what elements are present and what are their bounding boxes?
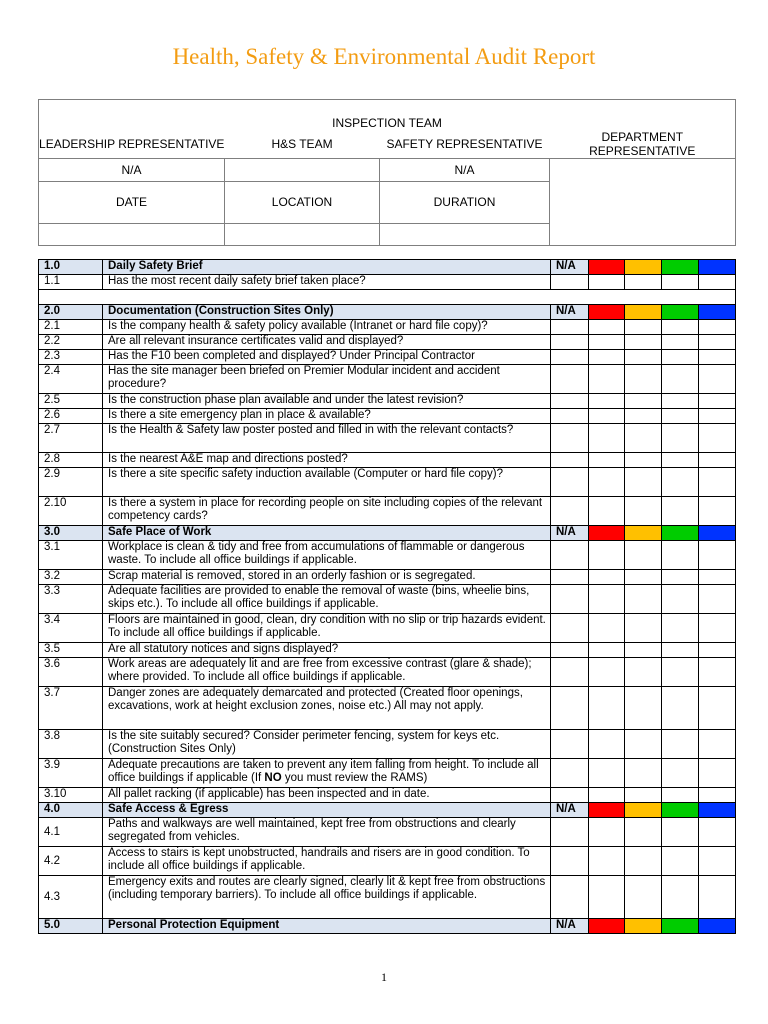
checklist-item-row [39,497,736,526]
item-question-text: you must review the RAMS) [281,772,428,784]
green-rating-cell[interactable] [662,541,699,570]
red-rating-cell[interactable] [589,614,625,643]
section-header-row [39,526,736,541]
na-cell[interactable] [551,335,589,350]
section-number: 2.0 [39,305,103,320]
green-rating-cell[interactable] [662,847,699,876]
section-header-row [39,260,736,275]
leadership-representative-header: LEADERSHIP REPRESENTATIVE [39,130,225,159]
green-rating-cell[interactable] [662,876,699,919]
blue-rating-cell[interactable] [699,730,736,759]
red-rating-cell[interactable] [589,759,625,788]
item-number: 2.2 [39,335,103,350]
amber-rating-cell[interactable] [625,876,662,919]
amber-rating-cell[interactable] [625,453,662,468]
na-label: N/A [551,260,589,275]
checklist-item-row [39,730,736,759]
item-question: Is there a system in place for recording people on site including copies of the relevant competency cards? [103,497,551,526]
blue-rating-swatch [699,260,736,275]
blue-rating-swatch [699,919,736,934]
checklist-item-row [39,643,736,658]
blue-rating-cell[interactable] [699,350,736,365]
item-number: 2.4 [39,365,103,394]
na-cell[interactable] [551,614,589,643]
na-cell[interactable] [551,570,589,585]
amber-rating-swatch [625,260,662,275]
green-rating-cell[interactable] [662,365,699,394]
amber-rating-swatch [625,305,662,320]
item-question: Is the site suitably secured? Consider perimeter fencing, system for keys etc. (Construction Sites Only) [103,730,551,759]
na-cell[interactable] [551,497,589,526]
blue-rating-cell[interactable] [699,541,736,570]
item-number: 3.7 [39,687,103,730]
red-rating-cell[interactable] [589,876,625,919]
green-rating-cell[interactable] [662,335,699,350]
item-number: 1.1 [39,275,103,290]
amber-rating-cell[interactable] [625,643,662,658]
green-rating-cell[interactable] [662,643,699,658]
red-rating-swatch [589,803,625,818]
green-rating-swatch [662,260,699,275]
na-label: N/A [551,919,589,934]
checklist-item-row [39,365,736,394]
amber-rating-cell[interactable] [625,497,662,526]
na-cell[interactable] [551,409,589,424]
na-cell[interactable] [551,658,589,687]
item-question: All pallet racking (if applicable) has been inspected and in date. [103,788,551,803]
na-cell[interactable] [551,350,589,365]
duration-label: DURATION [380,181,550,223]
item-question: Emergency exits and routes are clearly signed, clearly lit & kept free from obstructions (including temporary barriers). To include all office buildings if applicable. [103,876,551,919]
red-rating-cell[interactable] [589,424,625,453]
green-rating-cell[interactable] [662,730,699,759]
section-number: 4.0 [39,803,103,818]
na-cell[interactable] [551,394,589,409]
item-number: 3.2 [39,570,103,585]
red-rating-cell[interactable] [589,497,625,526]
item-question: Is there a site specific safety induction available (Computer or hard file copy)? [103,468,551,497]
item-question: Floors are maintained in good, clean, dry condition with no slip or trip hazards evident. To include all office buildings if applicable. [103,614,551,643]
red-rating-swatch [589,919,625,934]
green-rating-cell[interactable] [662,497,699,526]
green-rating-cell[interactable] [662,570,699,585]
na-cell[interactable] [551,585,589,614]
item-question: Has the site manager been briefed on Premier Modular incident and accident procedure? [103,365,551,394]
green-rating-cell[interactable] [662,788,699,803]
checklist-item-row [39,350,736,365]
location-label: LOCATION [225,181,380,223]
item-number: 2.6 [39,409,103,424]
item-number: 2.8 [39,453,103,468]
item-question: Paths and walkways are well maintained, kept free from obstructions and clearly segregated from vehicles. [103,818,551,847]
hs-team-header: H&S TEAM [225,130,380,159]
na-cell[interactable] [551,818,589,847]
blue-rating-cell[interactable] [699,687,736,730]
blue-rating-cell[interactable] [699,275,736,290]
green-rating-swatch [662,919,699,934]
blue-rating-cell[interactable] [699,453,736,468]
checklist-item-row [39,759,736,788]
checklist-item-row [39,658,736,687]
red-rating-cell[interactable] [589,788,625,803]
item-question: Workplace is clean & tidy and free from accumulations of flammable or dangerous waste. To include all office buildings if applicable. [103,541,551,570]
green-rating-cell[interactable] [662,409,699,424]
date-label: DATE [39,181,225,223]
red-rating-swatch [589,305,625,320]
na-cell[interactable] [551,453,589,468]
blue-rating-cell[interactable] [699,365,736,394]
red-rating-cell[interactable] [589,453,625,468]
date-value[interactable] [39,223,225,245]
item-question: Are all relevant insurance certificates valid and displayed? [103,335,551,350]
red-rating-cell[interactable] [589,730,625,759]
audit-checklist-table [38,259,736,934]
section-title: Daily Safety Brief [103,260,551,275]
location-value[interactable] [225,223,380,245]
blue-rating-cell[interactable] [699,320,736,335]
na-cell[interactable] [551,847,589,876]
blue-rating-cell[interactable] [699,409,736,424]
green-rating-cell[interactable] [662,350,699,365]
item-number: 3.1 [39,541,103,570]
item-number: 3.3 [39,585,103,614]
checklist-item-row [39,453,736,468]
red-rating-cell[interactable] [589,468,625,497]
blue-rating-cell[interactable] [699,788,736,803]
item-number: 2.10 [39,497,103,526]
item-number: 2.7 [39,424,103,453]
na-cell[interactable] [551,759,589,788]
item-number: 3.4 [39,614,103,643]
blue-rating-cell[interactable] [699,335,736,350]
section-number: 3.0 [39,526,103,541]
blue-rating-cell[interactable] [699,818,736,847]
amber-rating-cell[interactable] [625,658,662,687]
amber-rating-cell[interactable] [625,394,662,409]
green-rating-swatch [662,803,699,818]
blue-rating-cell[interactable] [699,585,736,614]
red-rating-cell[interactable] [589,320,625,335]
red-rating-cell[interactable] [589,335,625,350]
na-label: N/A [551,803,589,818]
spacer-cell [39,290,736,305]
item-number: 3.8 [39,730,103,759]
section-title: Personal Protection Equipment [103,919,551,934]
blue-rating-cell[interactable] [699,614,736,643]
item-question: Is the Health & Safety law poster posted and filled in with the relevant contacts? [103,424,551,453]
item-question: Scrap material is removed, stored in an orderly fashion or is segregated. [103,570,551,585]
checklist-item-row [39,570,736,585]
green-rating-cell[interactable] [662,759,699,788]
na-cell[interactable] [551,424,589,453]
amber-rating-swatch [625,526,662,541]
section-header-row [39,919,736,934]
red-rating-cell[interactable] [589,818,625,847]
green-rating-cell[interactable] [662,394,699,409]
item-question: Is there a site emergency plan in place & available? [103,409,551,424]
checklist-item-row [39,876,736,919]
item-question [103,759,551,788]
red-rating-cell[interactable] [589,394,625,409]
checklist-item-row [39,275,736,290]
na-cell[interactable] [551,541,589,570]
section-header-row [39,305,736,320]
blue-rating-cell[interactable] [699,497,736,526]
red-rating-swatch [589,526,625,541]
blue-rating-swatch [699,526,736,541]
item-number: 3.10 [39,788,103,803]
item-question: Has the F10 been completed and displayed? Under Principal Contractor [103,350,551,365]
amber-rating-cell[interactable] [625,570,662,585]
checklist-item-row [39,468,736,497]
inspection-team-heading: INSPECTION TEAM [39,100,736,130]
amber-rating-cell[interactable] [625,468,662,497]
red-rating-cell[interactable] [589,847,625,876]
green-rating-cell[interactable] [662,320,699,335]
checklist-item-row [39,409,736,424]
green-rating-cell[interactable] [662,687,699,730]
blue-rating-cell[interactable] [699,847,736,876]
na-cell[interactable] [551,730,589,759]
red-rating-cell[interactable] [589,365,625,394]
na-label: N/A [551,526,589,541]
item-question: Access to stairs is kept unobstructed, handrails and risers are in good condition. To include all office buildings if applicable. [103,847,551,876]
item-number: 4.2 [39,847,103,876]
amber-rating-cell[interactable] [625,585,662,614]
amber-rating-cell[interactable] [625,365,662,394]
red-rating-cell[interactable] [589,541,625,570]
duration-value[interactable] [380,223,550,245]
item-question-text: Adequate precautions are taken to prevent any item falling from height. To include all office buildings if applicable (If [108,759,539,784]
red-rating-swatch [589,260,625,275]
red-rating-cell[interactable] [589,687,625,730]
blue-rating-cell[interactable] [699,468,736,497]
green-rating-cell[interactable] [662,468,699,497]
amber-rating-cell[interactable] [625,335,662,350]
na-cell[interactable] [551,365,589,394]
item-number: 3.5 [39,643,103,658]
section-title: Documentation (Construction Sites Only) [103,305,551,320]
red-rating-cell[interactable] [589,570,625,585]
amber-rating-cell[interactable] [625,730,662,759]
blue-rating-cell[interactable] [699,876,736,919]
amber-rating-cell[interactable] [625,350,662,365]
amber-rating-cell[interactable] [625,424,662,453]
checklist-item-row [39,788,736,803]
na-cell[interactable] [551,275,589,290]
green-rating-cell[interactable] [662,818,699,847]
na-cell[interactable] [551,468,589,497]
green-rating-cell[interactable] [662,658,699,687]
page-number: 1 [381,970,387,984]
na-label: N/A [551,305,589,320]
na-cell[interactable] [551,876,589,919]
red-rating-cell[interactable] [589,658,625,687]
section-number: 1.0 [39,260,103,275]
item-question: Work areas are adequately lit and are free from excessive contrast (glare & shade); where provided. To include all office buildings if applicable. [103,658,551,687]
amber-rating-cell[interactable] [625,541,662,570]
amber-rating-swatch [625,803,662,818]
item-number: 2.3 [39,350,103,365]
item-question: Are all statutory notices and signs displayed? [103,643,551,658]
checklist-item-row [39,585,736,614]
amber-rating-cell[interactable] [625,320,662,335]
leadership-representative-value[interactable]: N/A [39,158,225,181]
red-rating-cell[interactable] [589,350,625,365]
blue-rating-cell[interactable] [699,570,736,585]
item-question: Has the most recent daily safety brief taken place? [103,275,551,290]
checklist-item-row [39,541,736,570]
checklist-item-row [39,847,736,876]
item-question-emphasis: NO [264,772,282,784]
report-title: Health, Safety & Environmental Audit Report [172,44,596,69]
section-header-row [39,803,736,818]
department-representative-value[interactable] [550,158,736,245]
item-number: 3.9 [39,759,103,788]
item-question: Danger zones are adequately demarcated and protected (Created floor openings, excavations, work at height exclusion zones, noise etc.) All may not apply. [103,687,551,730]
blue-rating-swatch [699,305,736,320]
green-rating-cell[interactable] [662,614,699,643]
checklist-item-row [39,424,736,453]
na-cell[interactable] [551,643,589,658]
item-number: 2.1 [39,320,103,335]
red-rating-cell[interactable] [589,275,625,290]
amber-rating-cell[interactable] [625,614,662,643]
checklist-item-row [39,320,736,335]
item-number: 2.9 [39,468,103,497]
red-rating-cell[interactable] [589,643,625,658]
blue-rating-cell[interactable] [699,759,736,788]
item-question: Is the construction phase plan available and under the latest revision? [103,394,551,409]
blue-rating-cell[interactable] [699,424,736,453]
green-rating-cell[interactable] [662,275,699,290]
amber-rating-cell[interactable] [625,847,662,876]
amber-rating-cell[interactable] [625,788,662,803]
amber-rating-cell[interactable] [625,818,662,847]
amber-rating-cell[interactable] [625,275,662,290]
item-number: 4.1 [39,818,103,847]
blue-rating-swatch [699,803,736,818]
checklist-item-row [39,818,736,847]
spacer-row [39,290,736,305]
checklist-item-row [39,687,736,730]
na-cell[interactable] [551,320,589,335]
na-cell[interactable] [551,788,589,803]
section-title: Safe Access & Egress [103,803,551,818]
green-rating-swatch [662,305,699,320]
inspection-team-table [38,99,736,246]
blue-rating-cell[interactable] [699,394,736,409]
safety-representative-value[interactable]: N/A [380,158,550,181]
item-number: 4.3 [39,876,103,919]
amber-rating-swatch [625,919,662,934]
green-rating-cell[interactable] [662,453,699,468]
safety-representative-header: SAFETY REPRESENTATIVE [380,130,550,159]
item-question: Is the company health & safety policy available (Intranet or hard file copy)? [103,320,551,335]
department-representative-header: DEPARTMENT REPRESENTATIVE [550,130,736,159]
amber-rating-cell[interactable] [625,759,662,788]
checklist-item-row [39,394,736,409]
checklist-item-row [39,335,736,350]
hs-team-value[interactable] [225,158,380,181]
section-number: 5.0 [39,919,103,934]
blue-rating-cell[interactable] [699,658,736,687]
green-rating-cell[interactable] [662,585,699,614]
red-rating-cell[interactable] [589,409,625,424]
item-question: Is the nearest A&E map and directions posted? [103,453,551,468]
blue-rating-cell[interactable] [699,643,736,658]
item-question: Adequate facilities are provided to enable the removal of waste (bins, wheelie bins, skips etc.). To include all office buildings if applicable. [103,585,551,614]
green-rating-cell[interactable] [662,424,699,453]
red-rating-cell[interactable] [589,585,625,614]
green-rating-swatch [662,526,699,541]
item-number: 3.6 [39,658,103,687]
amber-rating-cell[interactable] [625,687,662,730]
na-cell[interactable] [551,687,589,730]
amber-rating-cell[interactable] [625,409,662,424]
item-number: 2.5 [39,394,103,409]
checklist-item-row [39,614,736,643]
section-title: Safe Place of Work [103,526,551,541]
